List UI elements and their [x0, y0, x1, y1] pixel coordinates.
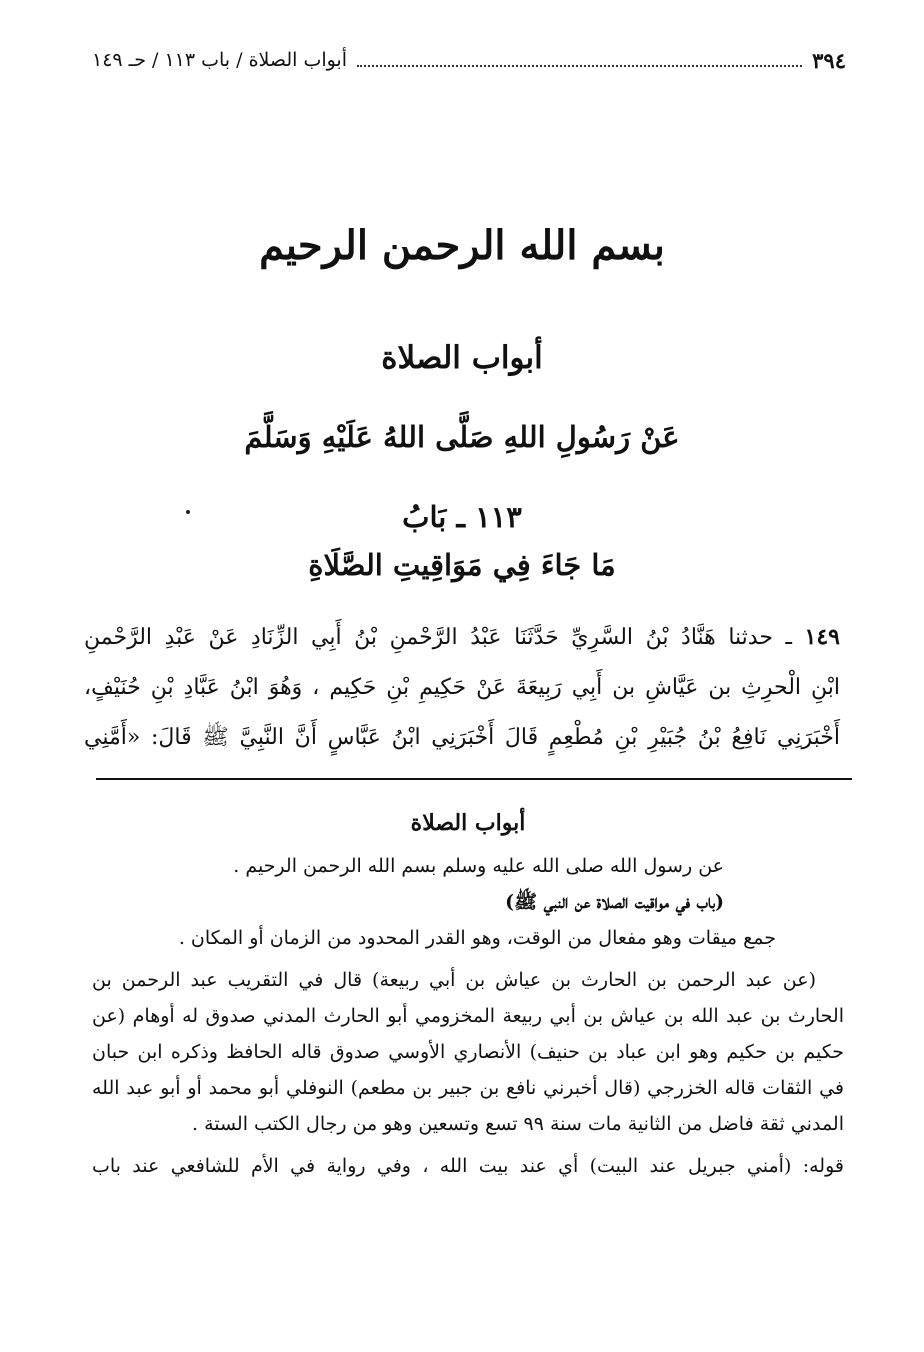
hadith-text: [84, 612, 840, 763]
commentary-line: في الثقات قاله الخزرجي (قال أخبرني نافع بن جبير بن مطعم) النوفلي أبو محمد أو أبو عبد الله: [92, 1077, 844, 1099]
commentary-heading: أبواب الصلاة: [410, 810, 526, 836]
book-title: أبواب الصلاة: [381, 340, 543, 376]
commentary-line: المدني ثقة فاضل من الثانية مات سنة ٩٩ تسع وتسعين وهو من رجال الكتب الستة .: [191, 1113, 844, 1135]
basmala-heading: بسم الله الرحمن الرحيم: [259, 222, 665, 269]
commentary-line: (باب في مواقيت الصلاة عن النبي ﷺ): [505, 891, 724, 913]
commentary-line: حكيم بن حكيم وهو ابن عباد بن حنيف) الأنصاري الأوسي صدوق قاله الحافظ وذكره ابن حبان: [92, 1041, 844, 1063]
commentary-section: [92, 798, 844, 1184]
hadith-line: [84, 612, 840, 663]
hadith-line: أَخْبَرَنِي نَافِعُ بْنُ جُبَيْرِ بْنِ مُطْعِمٍ قَالَ أَخْبَرَنِي ابْنُ عَبَّاسٍ أَنَّ النَّبِيَّ ﷺ قَالَ: «أَمَّنِي: [84, 725, 840, 750]
chapter-title: مَا جَاءَ فِي مَوَاقِيتِ الصَّلَاةِ: [308, 548, 616, 582]
hadith-line-text: ـ حدثنا هَنَّادُ بْنُ السَّرِيِّ حَدَّثَنَا عَبْدُ الرَّحْمنِ بْنُ أَبِي الزِّنَادِ عَنْ عَبْدِ الرَّحْمنِ: [84, 625, 792, 650]
hadith-line: ابْنِ الْحرِثِ بن عَيَّاشِ بن أَبِي رَبِيعَةَ عَنْ حَكِيمِ بْنِ حَكِيم ، وَهُوَ ابْنُ عَبَّادِ بْنِ حُنَيْفٍ،: [84, 675, 840, 700]
commentary-line: قوله: (أمني جبريل عند البيت) أي عند بيت الله ، وفي رواية في الأم للشافعي عند باب: [92, 1155, 844, 1177]
running-header: [92, 42, 846, 78]
commentary-line: (عن عبد الرحمن بن الحارث بن عياش بن أبي ربيعة) قال في التقريب عبد الرحمن بن: [92, 969, 816, 991]
book-subtitle: عَنْ رَسُولِ اللهِ صَلَّى اللهُ عَلَيْهِ وَسَلَّمَ: [244, 420, 680, 454]
header-dot-leader: [357, 53, 802, 67]
running-title: أبواب الصلاة / باب ١١٣ / حـ ١٤٩: [92, 49, 348, 71]
commentary-line: عن رسول الله صلى الله عليه وسلم بسم الله الرحمن الرحيم .: [233, 855, 724, 877]
footnote-divider: [96, 778, 852, 780]
chapter-number: ١١٣ ـ بَابُ: [402, 500, 522, 534]
commentary-line: الحارث بن عبد الله بن عياش بن أبي ربيعة المخزومي أبو الحارث المدني صدوق له أوهام (عن: [92, 1005, 844, 1027]
commentary-line: جمع ميقات وهو مفعال من الوقت، وهو القدر المحدود من الزمان أو المكان .: [178, 927, 776, 949]
page-number: ٣٩٤: [812, 47, 846, 73]
hadith-number: ١٤٩: [804, 624, 840, 650]
